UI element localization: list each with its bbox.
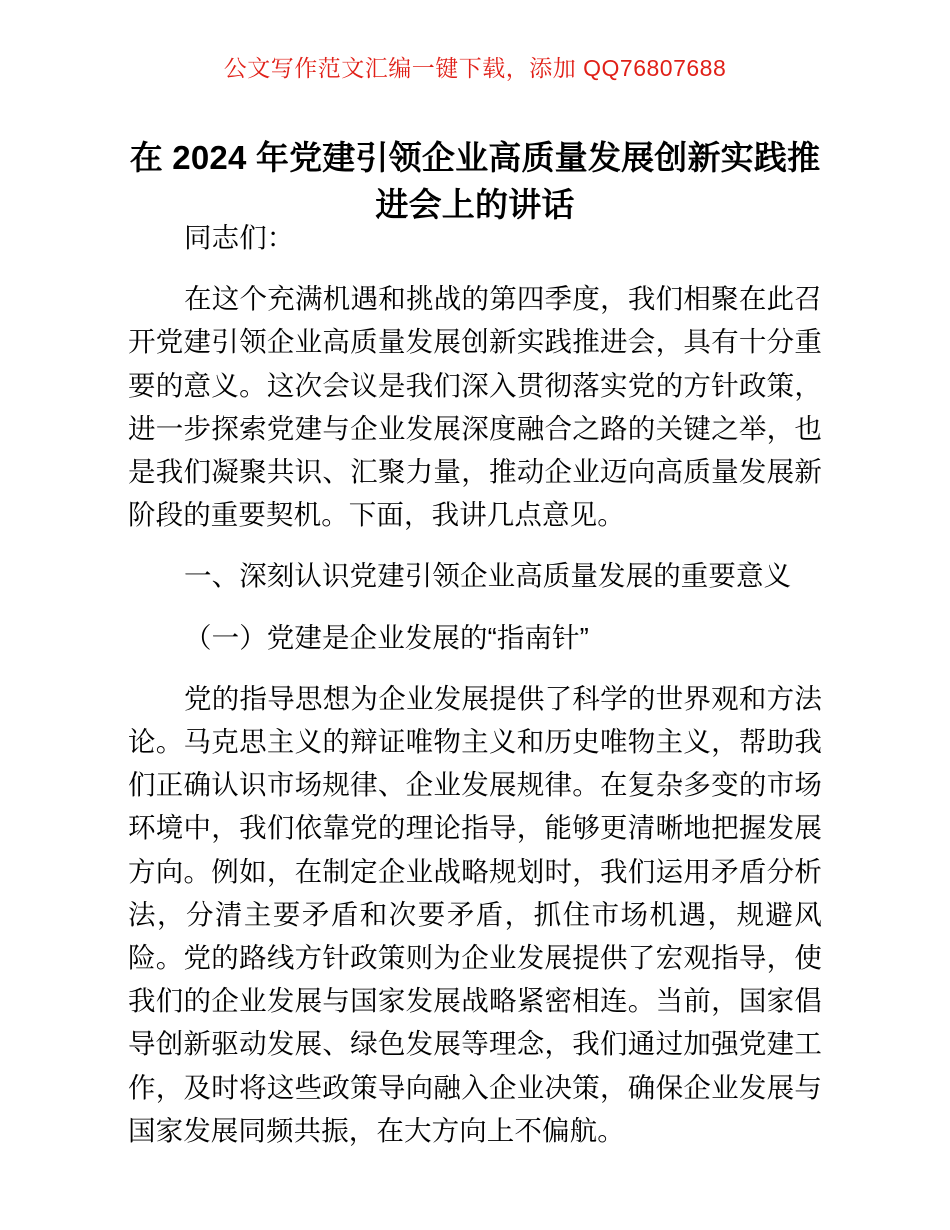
heading-section-one: 一、深刻认识党建引领企业高质量发展的重要意义	[184, 560, 792, 592]
paragraph-compass: 党的指导思想为企业发展提供了科学的世界观和方法论。马克思主义的辩证唯物主义和历史唯物主义，帮助我们正确认识市场规律、企业发展规律。在复杂多变的市场环境中，我们依靠党的理论指导，能够更清晰地把握发展方向。例如，在制定企业战略规划时，我们运用矛盾分析法，分清主要矛盾和次要矛盾，抓住市场机遇，规避风险。党的路线方针政策则为企业发展提供了宏观指导，使我们的企业发展与国家发展战略紧密相连。当前，国家倡导创新驱动发展、绿色发展等理念，我们通过加强党建工作，及时将这些政策导向融入企业决策，确保企业发展与国家发展同频共振，在大方向上不偏航。	[128, 682, 822, 1146]
heading-subsection-one-1: （一）党建是企业发展的“指南针”	[184, 621, 589, 653]
document-body	[128, 216, 822, 1152]
spacer	[128, 598, 822, 616]
document-title: 在 2024 年党建引领企业高质量发展创新实践推进会上的讲话	[129, 139, 821, 224]
promo-watermark-header: 公文写作范文汇编一键下载，添加 QQ76807688	[223, 55, 727, 81]
paragraph-opening: 在这个充满机遇和挑战的第四季度，我们相聚在此召开党建引领企业高质量发展创新实践推进会，具有十分重要的意义。这次会议是我们深入贯彻落实党的方针政策，进一步探索党建与企业发展深度融合之路的关键之举，也是我们凝聚共识、汇聚力量，推动企业迈向高质量发展新阶段的重要契机。下面，我讲几点意见。	[128, 283, 822, 531]
spacer	[128, 659, 822, 677]
salutation: 同志们：	[184, 222, 295, 253]
spacer	[128, 259, 822, 277]
spacer	[128, 536, 822, 554]
